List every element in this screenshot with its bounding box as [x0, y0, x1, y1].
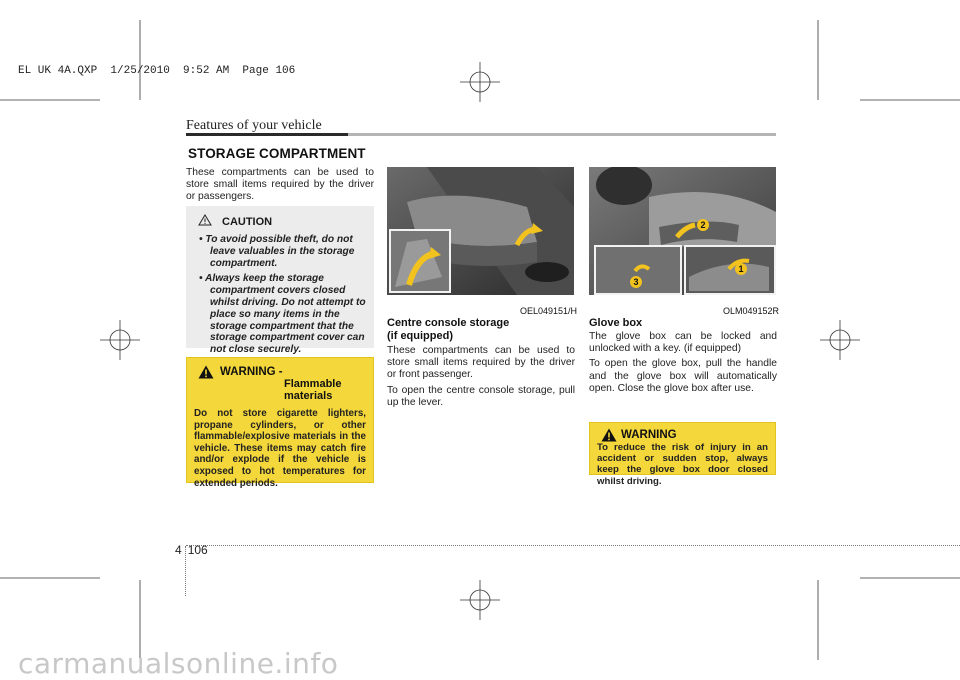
chapter-number: 4 [175, 543, 182, 557]
warning-glove-heading: WARNING [597, 429, 768, 441]
callout-2: 2 [700, 220, 706, 230]
warning-flammable-heading: WARNING - Flammable materials [194, 366, 366, 402]
print-slug: EL UK 4A.QXP 1/25/2010 9:52 AM Page 106 [18, 65, 296, 77]
centre-console-para2: To open the centre console storage, pull up the lever. [387, 384, 575, 408]
caution-title: CAUTION [222, 216, 273, 228]
warning-triangle-icon [601, 428, 617, 442]
caution-box [186, 206, 374, 356]
watermark: carmanualsonline.info [18, 647, 339, 680]
warning-glove-box [589, 422, 776, 487]
caution-item: • Always keep the storage compartment covers closed whilst driving. Do not attempt to place so many items in the storage compartment that the storage compartment cover can not close securely. [199, 273, 366, 356]
centre-console-text [387, 345, 575, 409]
header-rule-accent [186, 133, 348, 136]
callout-3: 3 [633, 277, 639, 287]
glove-box-text [589, 331, 777, 395]
section-title: STORAGE COMPARTMENT [188, 146, 366, 161]
centre-console-photo [387, 167, 574, 295]
warning-flammable-box [186, 357, 374, 489]
image-code-glove: OLM049152R [723, 306, 780, 316]
image-code-console: OEL049151/H [520, 306, 578, 316]
running-head: Features of your vehicle [186, 118, 322, 133]
centre-console-heading: Centre console storage (if equipped) [387, 317, 510, 342]
warning-glove-text: To reduce the risk of injury in an accident or sudden stop, always keep the glove box door closed whilst driving. [597, 442, 768, 487]
intro-paragraph: These compartments can be used to store small items required by the driver or passengers. [186, 167, 374, 203]
glove-box-para1: The glove box can be locked and unlocked with a key. (if equipped) [589, 331, 777, 355]
caution-item: • To avoid possible theft, do not leave valuables in the storage compartment. [199, 234, 355, 269]
page-number-value: 106 [187, 543, 208, 557]
centre-console-para1: These compartments can be used to store small items required by the driver or front passenger. [387, 345, 575, 381]
glove-box-para2: To open the glove box, pull the handle and the glove box will automatically open. Close the glove box after use. [589, 358, 777, 394]
glove-box-heading: Glove box [589, 317, 643, 329]
warning-flammable-text: Do not store cigarette lighters, propane cylinders, or other flammable/explosive materials in the vehicle. These items may catch fire and/or explode if the vehicle is exposed to hot temperatures for extended periods. [194, 408, 366, 489]
page-number [175, 543, 208, 557]
caution-triangle-icon [198, 214, 212, 226]
warning-triangle-icon [198, 365, 214, 379]
footer-rule [186, 545, 960, 546]
callout-1: 1 [738, 264, 744, 274]
glove-box-photo [589, 167, 776, 295]
caution-list [194, 234, 366, 356]
